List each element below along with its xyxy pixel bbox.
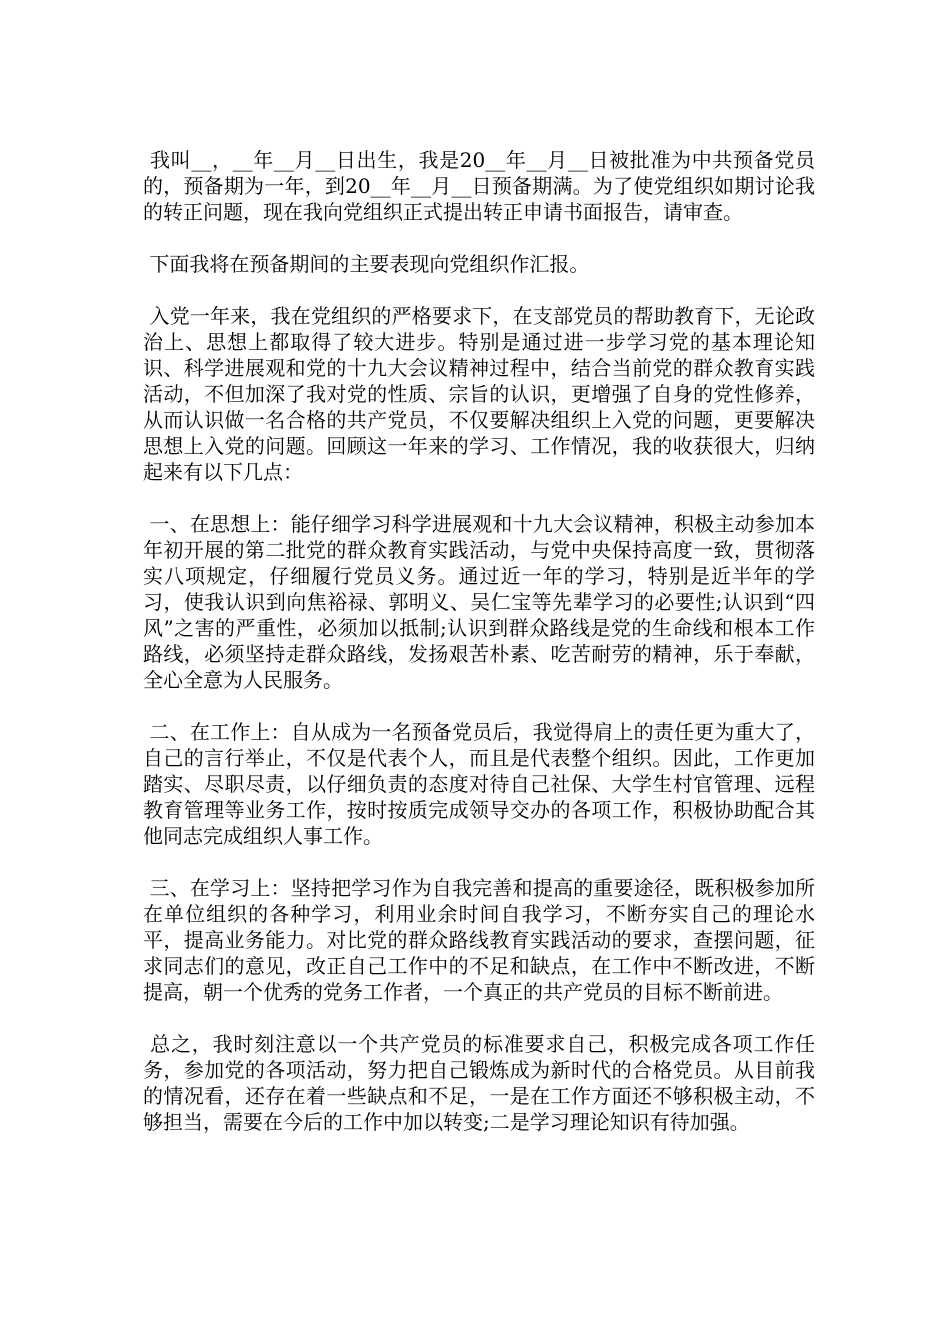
paragraph-report-intro: 下面我将在预备期间的主要表现向党组织作汇报。 — [143, 252, 590, 276]
document-body — [143, 147, 815, 1161]
paragraph-overview: 入党一年来，我在党组织的严格要求下，在支部党员的帮助教育下，无论政治上、思想上都取得了较大进步。特别是通过进一步学习党的基本理论知识、科学进展观和党的十九大会议精神过程中，结合当前党的群众教育实践活动，不但加深了我对党的性质、宗旨的认识，更增强了自身的党性修养，从而认识做一名合格的共产党员，不仅要解决组织上入党的问题，更要解决思想上入党的问题。回顾这一年来的学习、工作情况，我的收获很大，归纳起来有以下几点： — [143, 304, 816, 484]
paragraph-work: 二、在工作上：自从成为一名预备党员后，我觉得肩上的责任更为重大了，自己的言行举止，不仅是代表个人，而且是代表整个组织。因此，工作更加踏实、尽职尽责，以仔细负责的态度对待自己社保、大学生村官管理、远程教育管理等业务工作，按时按质完成领导交办的各项工作，积极协助配合其他同志完成组织人事工作。 — [143, 720, 816, 848]
paragraph-thought: 一、在思想上：能仔细学习科学进展观和十九大会议精神，积极主动参加本年初开展的第二批党的群众教育实践活动，与党中央保持高度一致，贯彻落实八项规定，仔细履行党员义务。通过近一年的学习，特别是近半年的学习，使我认识到向焦裕禄、郭明义、吴仁宝等先辈学习的必要性;认识到“四风”之害的严重性，必须加以抵制;认识到群众路线是党的生命线和根本工作路线，必须坚持走群众路线，发扬艰苦朴素、吃苦耐劳的精神，乐于奉献，全心全意为人民服务。 — [143, 512, 816, 692]
paragraph-intro: 我叫__，__年__月__日出生，我是20__年__月__日被批准为中共预备党员的，预备期为一年，到20__年__月__日预备期满。为了使党组织如期讨论我的转正问题，现在我向党组织正式提出转正申请书面报告，请审查。 — [143, 148, 816, 224]
paragraph-summary: 总之，我时刻注意以一个共产党员的标准要求自己，积极完成各项工作任务，参加党的各项活动，努力把自己锻炼成为新时代的合格党员。从目前我的情况看，还存在着一些缺点和不足，一是在工作方面还不够积极主动，不够担当，需要在今后的工作中加以转变;二是学习理论知识有待加强。 — [143, 1032, 816, 1134]
paragraph-study: 三、在学习上：坚持把学习作为自我完善和提高的重要途径，既积极参加所在单位组织的各种学习，利用业余时间自我学习，不断夯实自己的理论水平，提高业务能力。对比党的群众路线教育实践活动的要求，查摆问题，征求同志们的意见，改正自己工作中的不足和缺点，在工作中不断改进，不断提高，朝一个优秀的党务工作者，一个真正的共产党员的目标不断前进。 — [143, 876, 816, 1004]
